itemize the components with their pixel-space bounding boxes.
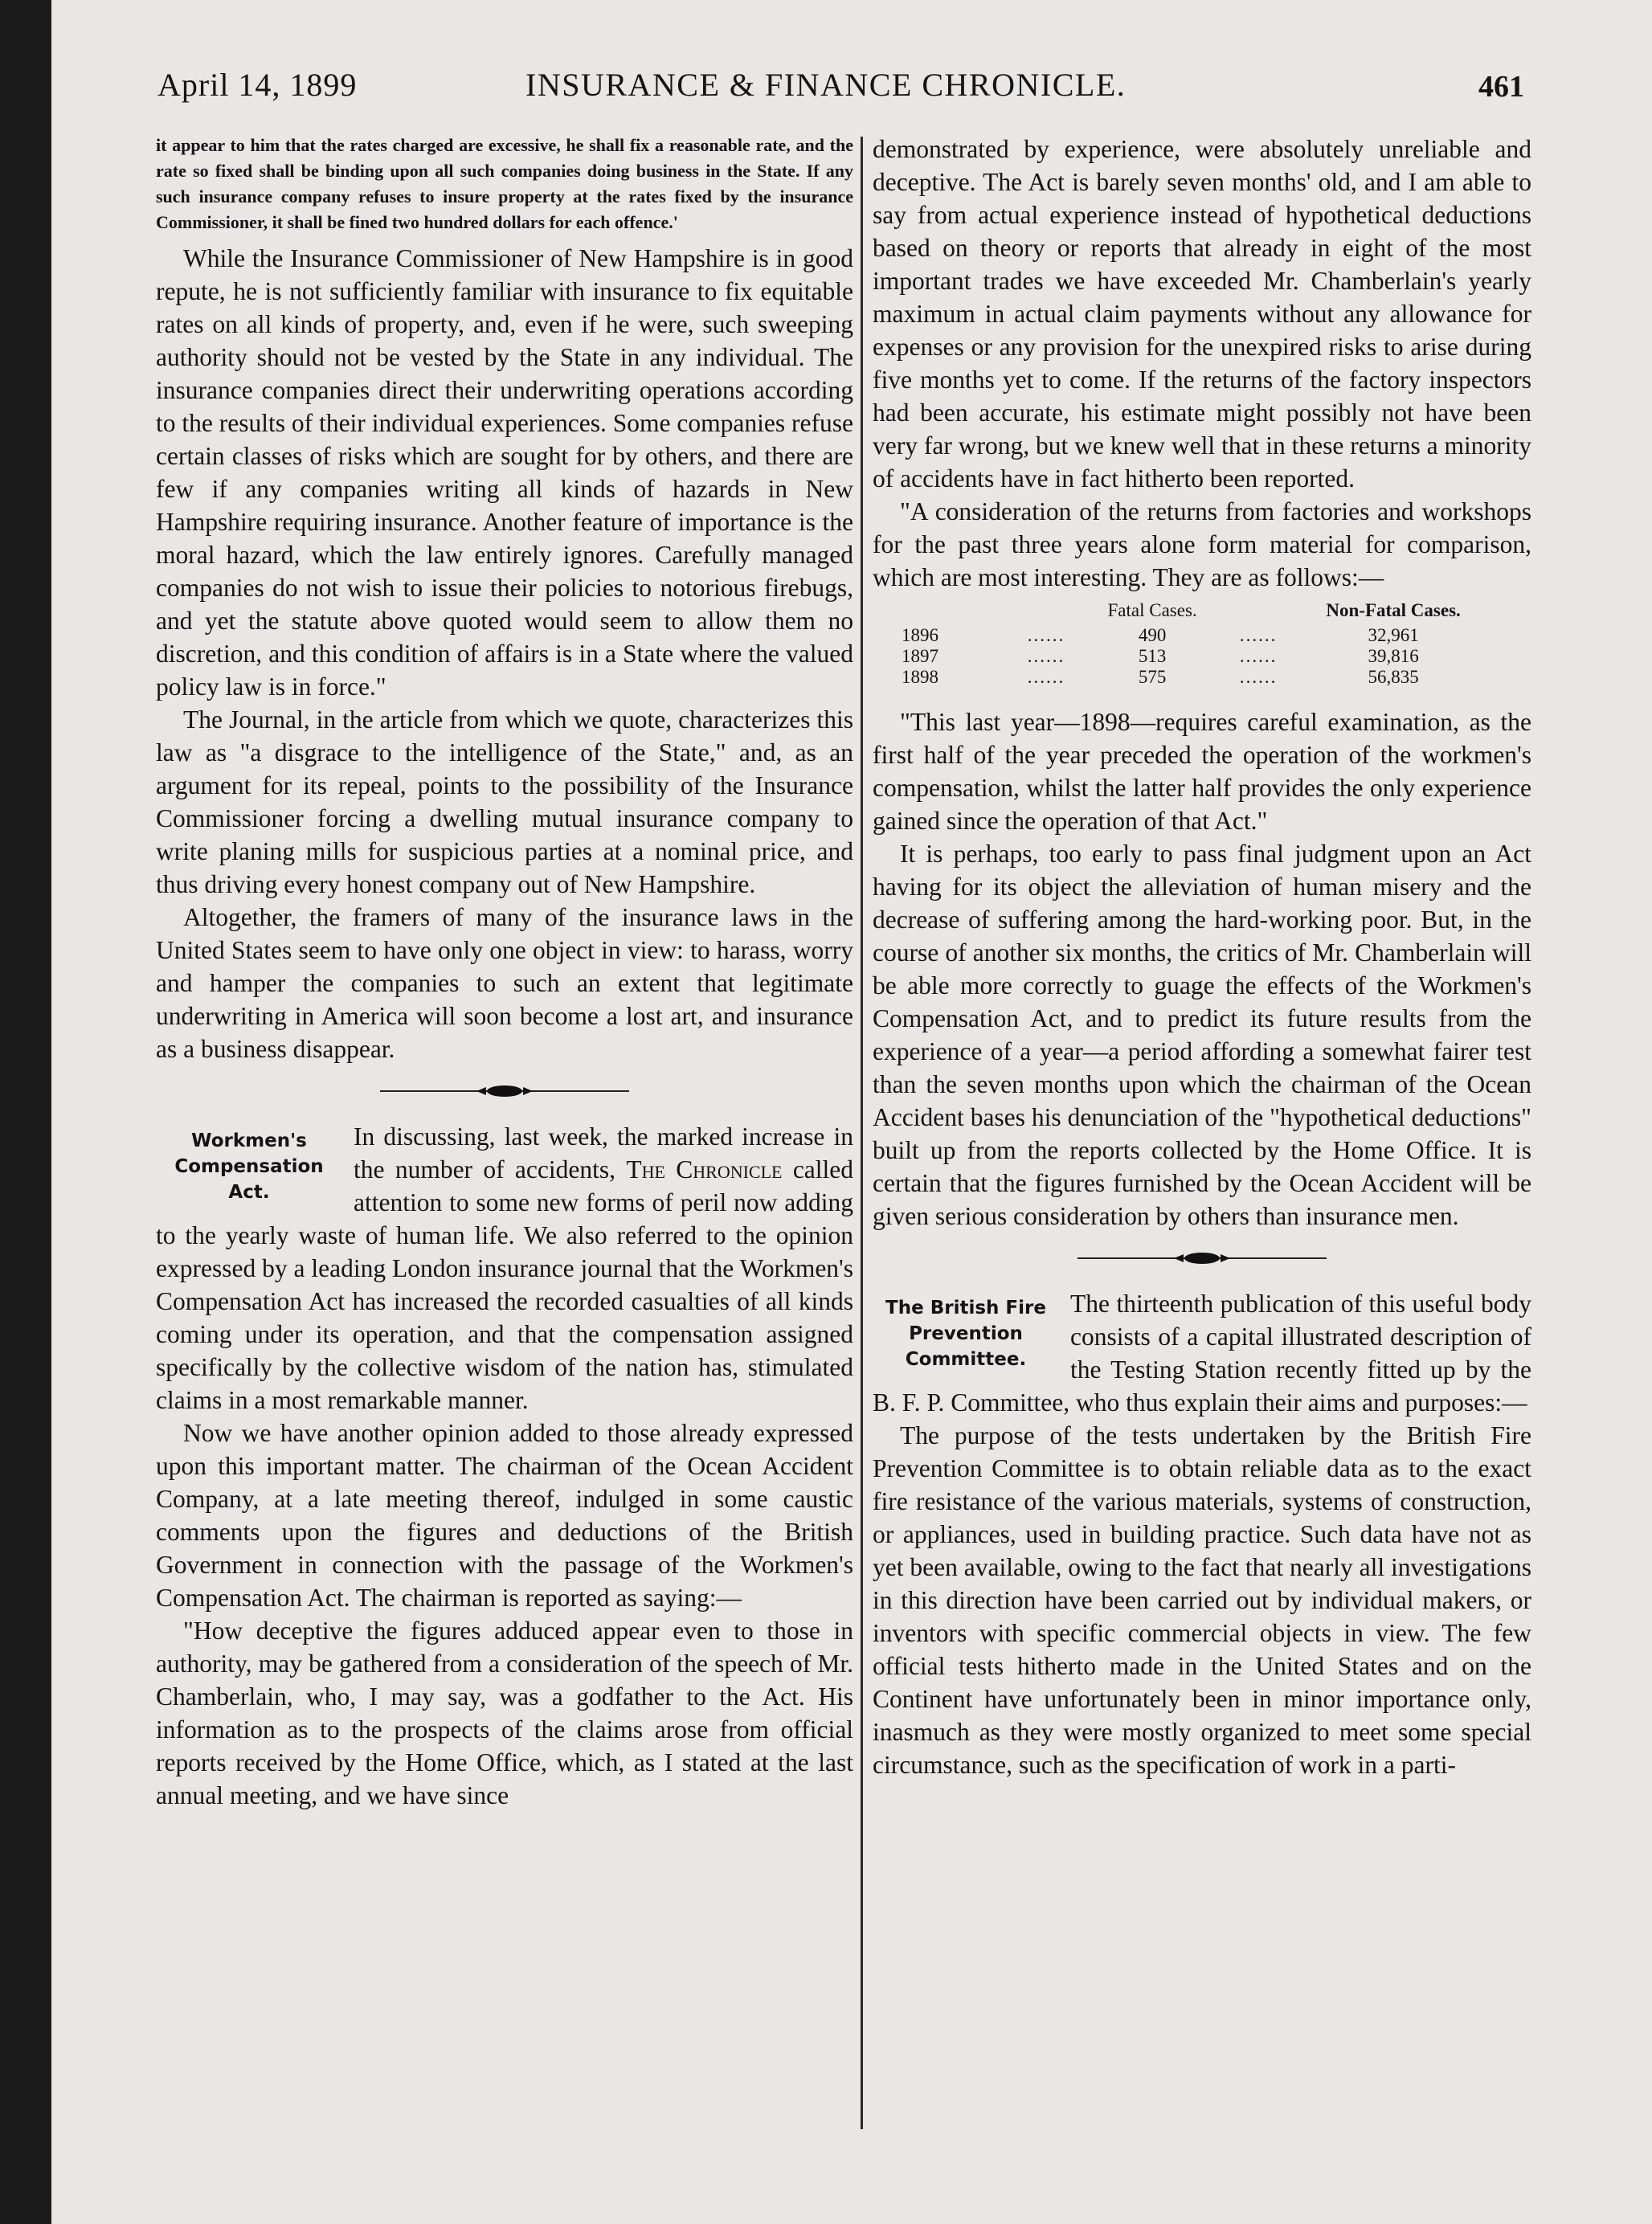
cell-fatal: 490: [1138, 625, 1167, 645]
paragraph: Altogether, the framers of many of the insurance laws in the United States seem to have only one object in view: to harass, worry and hamper the companies to such an extent that legitimate underwriting in America will soon become a lost art, and insurance as a business disappear.: [156, 903, 853, 1063]
header-spacer: [1210, 600, 1306, 625]
paragraph: The thirteenth publication of this useful body consists of a capital illustrated description of the Testing Station recently fitted up by the B. F. P. Committee, who thus explain their aims and purposes:—: [873, 1290, 1531, 1417]
accident-statistics-table: [902, 600, 1480, 688]
paragraph: demonstrated by experience, were absolutely unreliable and deceptive. The Act is barely seven months' old, and I am able to say from actual experience instead of hypothetical deductions based on theory or reports that already in eight of the most important trades we have exceeded Mr. Chamberlain's yearly maximum in actual claim payments without any allowance for expenses or any provision for the unexpired risks to arise during five months yet to come. If the returns of the factory inspectors had been accurate, his estimate might possibly not have been very far wrong, but we knew well that in these returns a minority of accidents have in fact hitherto been reported.: [873, 135, 1531, 493]
cell-year: 1898: [902, 667, 938, 687]
column-divider: [861, 137, 863, 2129]
right-column: [873, 133, 1531, 1781]
dot-leader: ......: [1027, 646, 1065, 666]
page-number: 461: [1478, 70, 1524, 104]
cell-nonfatal: 39,816: [1368, 646, 1419, 666]
cell-nonfatal: 56,835: [1368, 667, 1419, 687]
paragraph: The purpose of the tests undertaken by the British Fire Prevention Committee is to obtain reliable data as to the exact fire resistance of the various materials, systems of construction, or appliances, used in building practice. Such data have not as yet been available, owing to the fact that nearly all investigations in this direction have been carried out by individual makers, or inventors with specific commercial objects in view. The few official tests hitherto made in the United States and on the Continent have unfortunately been in minor importance only, inasmuch as they were mostly organized to meet some special circumstance, such as the specification of work in a parti-: [873, 1421, 1531, 1779]
header-year: [902, 600, 998, 625]
table-row: [902, 646, 1480, 667]
cell-year: 1897: [902, 646, 938, 666]
section-ornament: [1077, 1250, 1327, 1266]
text-run: called attention to some new forms of peril now adding to the yearly waste of human life. We also referred to the opinion expressed by a leading London insurance journal that the Workmen's Compensation Act has increased the recorded casualties of all kinds coming under its operation, and that the compensation assigned specifically by the collective wisdom of the nation has, stimulated claims in a most remarkable manner.: [156, 1155, 854, 1414]
workmens-compensation-section: [156, 1120, 853, 1812]
paragraph: The Journal, in the article from which we quote, characterizes this law as "a disgrace to the intelligence of the State," and, as an argument for its repeal, points to the possibility of the Insurance Commissioner forcing a dwelling mutual insurance company to write planing mills for suspicious parties at a nominal price, and thus driving every honest company out of New Hampshire.: [156, 705, 853, 898]
publication-name: The Chronicle: [626, 1155, 783, 1184]
newspaper-page: [51, 0, 1652, 2224]
table-header-row: [902, 600, 1480, 625]
issue-date: April 14, 1899: [157, 67, 358, 103]
paragraph: "A consideration of the returns from factories and workshops for the past three years alone form material for comparison, which are most interesting. They are as follows:—: [873, 497, 1531, 591]
table-row: [902, 625, 1480, 646]
page-header: [51, 66, 1652, 114]
header-fatal: Fatal Cases.: [1107, 600, 1197, 620]
header-nonfatal: Non-Fatal Cases.: [1326, 600, 1461, 620]
paragraph: While the Insurance Commissioner of New Hampshire is in good repute, he is not sufficiently familiar with insurance to fix equitable rates on all kinds of property, and, even if he were, such sweeping authority should not be vested by the State in any individual. The insurance companies direct their underwriting operations according to the results of their individual experiences. Some companies refuse certain classes of risks which are sought for by others, and there are few if any companies writing all kinds of hazards in New Hampshire requiring insurance. Another feature of importance is the moral hazard, which the law entirely ignores. Carefully managed companies do not wish to issue their policies to notorious firebugs, and yet the statute above quoted would seem to allow them no discretion, and this condition of affairs is in a State where the valued policy law is in force.": [156, 244, 853, 701]
cell-fatal: 575: [1138, 667, 1167, 687]
paragraph: It is perhaps, too early to pass final judgment upon an Act having for its object the alleviation of human misery and the decrease of suffering among the hard-working poor. But, in the course of another six months, the critics of Mr. Chamberlain will be able more correctly to guage the effects of the Workmen's Compensation Act, and to predict its future results from the experience of a year—a period affording a somewhat fairer test than the seven months upon which the chairman of the Ocean Accident bases his denunciation of the "hypothetical deductions" built up from the reports collected by the Home Office. It is certain that the figures furnished by the Ocean Accident will be given serious consideration by others than insurance men.: [873, 840, 1531, 1230]
section-heading: The British Fire Prevention Committee.: [885, 1298, 1046, 1370]
left-column: [156, 133, 853, 1812]
table-row: [902, 667, 1480, 688]
dot-leader: ......: [1239, 646, 1278, 666]
paragraph: "How deceptive the figures adduced appear even to those in authority, may be gathered from a consideration of the speech of Mr. Chamberlain, who, I may say, was a godfather to the Act. His information as to the prospects of the claims arose from official reports received by the Home Office, which, as I stated at the last annual meeting, and we have since: [156, 1617, 853, 1809]
section-heading: Workmen's Compensation Act.: [174, 1130, 324, 1203]
dot-leader: ......: [1239, 667, 1278, 687]
cell-fatal: 513: [1138, 646, 1167, 666]
publication-title: INSURANCE & FINANCE CHRONICLE.: [525, 67, 1127, 103]
header-spacer: [998, 600, 1094, 625]
text-run: In discussing, last week, the marked increase in the number of accidents,: [354, 1122, 853, 1184]
dot-leader: ......: [1027, 667, 1065, 687]
quoted-statute-end: it appear to him that the rates charged are excessive, he shall fix a reasonable rate, and the rate so fixed shall be binding upon all such companies doing business in the State. If any such insurance company refuses to insure property at the rates fixed by the insurance Commissioner, it shall be fined two hundred dollars for each offence.': [156, 135, 853, 232]
fire-prevention-section: [873, 1287, 1531, 1781]
cell-year: 1896: [902, 625, 938, 645]
paragraph: Now we have another opinion added to those already expressed upon this important matter. The chairman of the Ocean Accident Company, at a late meeting thereof, indulged in some caustic comments upon the figures and deductions of the British Government in connection with the passage of the Workmen's Compensation Act. The chairman is reported as saying:—: [156, 1419, 853, 1612]
section-ornament: [380, 1083, 629, 1099]
cell-nonfatal: 32,961: [1368, 625, 1419, 645]
dot-leader: ......: [1239, 625, 1278, 645]
dot-leader: ......: [1027, 625, 1065, 645]
paragraph: "This last year—1898—requires careful examination, as the first half of the year preceded the operation of the workmen's compensation, whilst the latter half provides the only experience gained since the operation of that Act.": [873, 708, 1531, 835]
